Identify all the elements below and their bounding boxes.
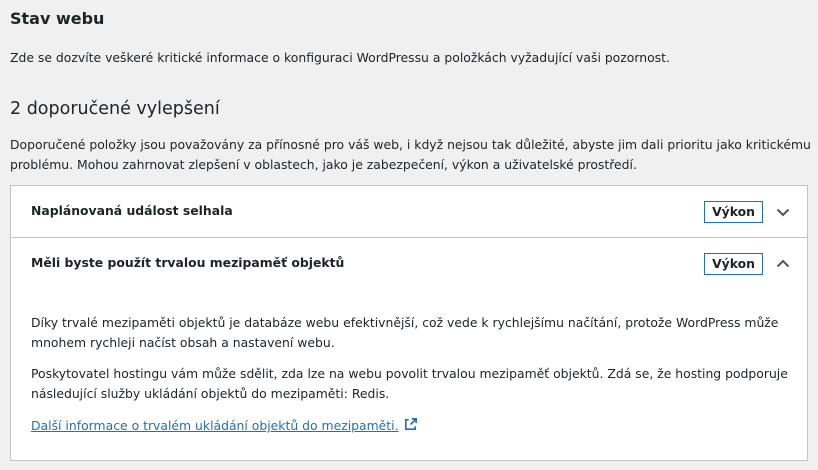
recommended-accordion [10, 185, 808, 461]
accordion-panel-object-cache [11, 289, 807, 436]
accordion-item-scheduled-event [11, 186, 807, 237]
learn-more-row [31, 415, 787, 436]
chevron-down-icon[interactable] [775, 204, 791, 220]
accordion-toggle-scheduled-event[interactable] [11, 186, 807, 237]
learn-more-link[interactable]: Další informace o trvalém ukládání objektů do mezipaměti. [31, 418, 399, 433]
external-link-icon[interactable] [403, 417, 418, 432]
recommended-section-description: Doporučené položky jsou považovány za přínosné pro váš web, i když nejsou tak důležité, abyste jim dali prioritu jako kritickému problému. Mohou zahrnovat zlepšení v oblastech, jako je zabezpečení, výkon a uživatelské prostředí. [10, 137, 811, 172]
accordion-item-object-cache [11, 237, 807, 436]
performance-badge: Výkon [704, 201, 763, 223]
recommended-section-title: 2 doporučené vylepšení [10, 99, 220, 119]
panel-paragraph: Poskytovatel hostingu vám může sdělit, zda lze na webu povolit trvalou mezipaměť objektů. Zdá se, že hosting podporuje následující služby ukládání objektů do mezipaměti: Redis. [31, 366, 788, 401]
accordion-toggle-object-cache[interactable] [11, 238, 807, 289]
page-title: Stav webu [10, 9, 105, 28]
accordion-item-title: Naplánovaná událost selhala [31, 203, 233, 218]
chevron-up-icon[interactable] [775, 256, 791, 272]
panel-paragraph: Díky trvalé mezipaměti objektů je databáze webu efektivnější, což vede k rychlejšímu načítání, protože WordPress může mnohem rychleji načíst obsah a nastavení webu. [31, 315, 779, 350]
page-description: Zde se dozvíte veškeré kritické informace o konfiguraci WordPressu a položkách vyžadující vaši pozornost. [10, 50, 670, 65]
accordion-item-title: Měli byste použít trvalou mezipaměť objektů [31, 255, 345, 270]
performance-badge: Výkon [704, 253, 763, 275]
